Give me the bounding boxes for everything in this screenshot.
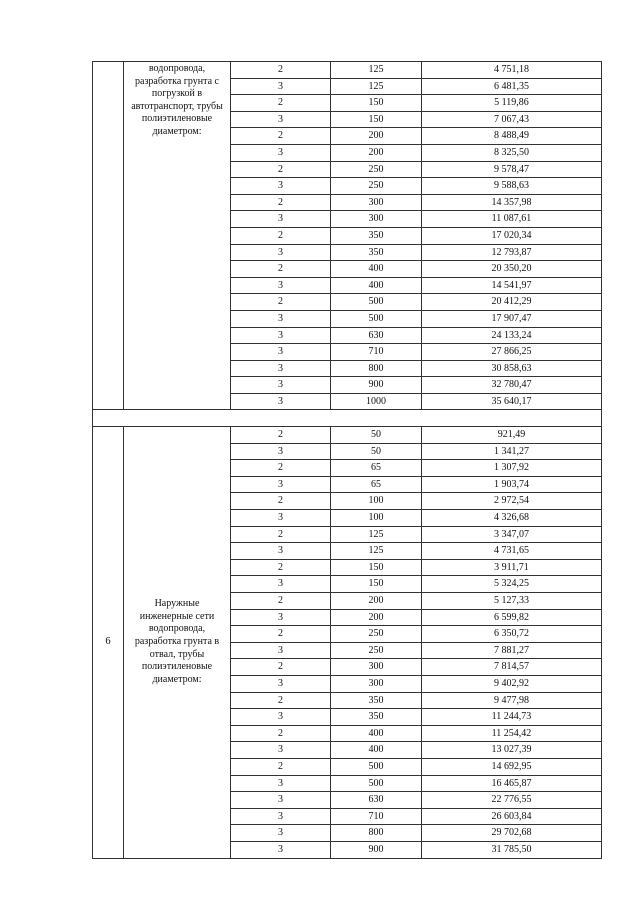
diameter-cell: 125 bbox=[331, 78, 422, 95]
diameter-cell: 900 bbox=[331, 377, 422, 394]
depth-cell: 3 bbox=[231, 841, 331, 858]
diameter-cell: 150 bbox=[331, 111, 422, 128]
diameter-cell: 250 bbox=[331, 642, 422, 659]
diameter-cell: 200 bbox=[331, 593, 422, 610]
price-table-body bbox=[93, 62, 602, 859]
depth-cell: 3 bbox=[231, 808, 331, 825]
depth-cell: 3 bbox=[231, 476, 331, 493]
diameter-cell: 65 bbox=[331, 476, 422, 493]
depth-cell: 3 bbox=[231, 792, 331, 809]
price-cell: 14 541,97 bbox=[422, 277, 602, 294]
diameter-cell: 100 bbox=[331, 493, 422, 510]
price-cell: 7 814,57 bbox=[422, 659, 602, 676]
depth-cell: 2 bbox=[231, 95, 331, 112]
diameter-cell: 400 bbox=[331, 742, 422, 759]
depth-cell: 2 bbox=[231, 427, 331, 444]
depth-cell: 3 bbox=[231, 78, 331, 95]
depth-cell: 2 bbox=[231, 758, 331, 775]
price-cell: 26 603,84 bbox=[422, 808, 602, 825]
diameter-cell: 400 bbox=[331, 261, 422, 278]
depth-cell: 3 bbox=[231, 360, 331, 377]
depth-cell: 3 bbox=[231, 742, 331, 759]
price-cell: 4 326,68 bbox=[422, 510, 602, 527]
price-cell: 29 702,68 bbox=[422, 825, 602, 842]
diameter-cell: 350 bbox=[331, 709, 422, 726]
diameter-cell: 300 bbox=[331, 659, 422, 676]
depth-cell: 3 bbox=[231, 277, 331, 294]
price-cell: 6 481,35 bbox=[422, 78, 602, 95]
diameter-cell: 400 bbox=[331, 277, 422, 294]
price-cell: 3 347,07 bbox=[422, 526, 602, 543]
depth-cell: 2 bbox=[231, 294, 331, 311]
price-cell: 7 067,43 bbox=[422, 111, 602, 128]
depth-cell: 2 bbox=[231, 493, 331, 510]
diameter-cell: 200 bbox=[331, 144, 422, 161]
depth-cell: 2 bbox=[231, 559, 331, 576]
diameter-cell: 710 bbox=[331, 808, 422, 825]
diameter-cell: 400 bbox=[331, 725, 422, 742]
price-cell: 32 780,47 bbox=[422, 377, 602, 394]
depth-cell: 2 bbox=[231, 62, 331, 79]
price-cell: 4 731,65 bbox=[422, 543, 602, 560]
price-cell: 30 858,63 bbox=[422, 360, 602, 377]
diameter-cell: 710 bbox=[331, 344, 422, 361]
depth-cell: 2 bbox=[231, 460, 331, 477]
item-number: 6 bbox=[93, 427, 124, 858]
depth-cell: 3 bbox=[231, 443, 331, 460]
price-cell: 20 350,20 bbox=[422, 261, 602, 278]
price-cell: 16 465,87 bbox=[422, 775, 602, 792]
diameter-cell: 350 bbox=[331, 227, 422, 244]
depth-cell: 3 bbox=[231, 111, 331, 128]
depth-cell: 3 bbox=[231, 825, 331, 842]
depth-cell: 3 bbox=[231, 675, 331, 692]
price-cell: 1 307,92 bbox=[422, 460, 602, 477]
price-cell: 13 027,39 bbox=[422, 742, 602, 759]
depth-cell: 2 bbox=[231, 593, 331, 610]
diameter-cell: 900 bbox=[331, 841, 422, 858]
depth-cell: 3 bbox=[231, 393, 331, 410]
diameter-cell: 250 bbox=[331, 161, 422, 178]
depth-cell: 2 bbox=[231, 692, 331, 709]
diameter-cell: 65 bbox=[331, 460, 422, 477]
price-cell: 35 640,17 bbox=[422, 393, 602, 410]
diameter-cell: 800 bbox=[331, 360, 422, 377]
price-cell: 4 751,18 bbox=[422, 62, 602, 79]
diameter-cell: 350 bbox=[331, 692, 422, 709]
depth-cell: 3 bbox=[231, 144, 331, 161]
diameter-cell: 630 bbox=[331, 792, 422, 809]
price-cell: 8 488,49 bbox=[422, 128, 602, 145]
diameter-cell: 125 bbox=[331, 543, 422, 560]
depth-cell: 2 bbox=[231, 659, 331, 676]
price-cell: 9 588,63 bbox=[422, 178, 602, 195]
diameter-cell: 300 bbox=[331, 211, 422, 228]
price-cell: 17 907,47 bbox=[422, 310, 602, 327]
diameter-cell: 150 bbox=[331, 576, 422, 593]
diameter-cell: 300 bbox=[331, 675, 422, 692]
price-cell: 8 325,50 bbox=[422, 144, 602, 161]
price-cell: 24 133,24 bbox=[422, 327, 602, 344]
diameter-cell: 250 bbox=[331, 178, 422, 195]
price-cell: 9 578,47 bbox=[422, 161, 602, 178]
diameter-cell: 500 bbox=[331, 294, 422, 311]
price-cell: 9 477,98 bbox=[422, 692, 602, 709]
price-cell: 2 972,54 bbox=[422, 493, 602, 510]
price-cell: 7 881,27 bbox=[422, 642, 602, 659]
price-cell: 921,49 bbox=[422, 427, 602, 444]
price-cell: 17 020,34 bbox=[422, 227, 602, 244]
price-cell: 5 127,33 bbox=[422, 593, 602, 610]
price-cell: 6 599,82 bbox=[422, 609, 602, 626]
price-cell: 12 793,87 bbox=[422, 244, 602, 261]
table-row bbox=[93, 427, 602, 444]
depth-cell: 3 bbox=[231, 609, 331, 626]
depth-cell: 3 bbox=[231, 377, 331, 394]
diameter-cell: 1000 bbox=[331, 393, 422, 410]
depth-cell: 2 bbox=[231, 194, 331, 211]
depth-cell: 3 bbox=[231, 211, 331, 228]
diameter-cell: 150 bbox=[331, 95, 422, 112]
price-cell: 3 911,71 bbox=[422, 559, 602, 576]
price-cell: 20 412,29 bbox=[422, 294, 602, 311]
diameter-cell: 100 bbox=[331, 510, 422, 527]
price-cell: 22 776,55 bbox=[422, 792, 602, 809]
diameter-cell: 125 bbox=[331, 526, 422, 543]
diameter-cell: 630 bbox=[331, 327, 422, 344]
price-cell: 31 785,50 bbox=[422, 841, 602, 858]
price-cell: 27 866,25 bbox=[422, 344, 602, 361]
item-number bbox=[93, 62, 124, 410]
price-cell: 5 119,86 bbox=[422, 95, 602, 112]
diameter-cell: 350 bbox=[331, 244, 422, 261]
price-cell: 1 341,27 bbox=[422, 443, 602, 460]
diameter-cell: 200 bbox=[331, 609, 422, 626]
diameter-cell: 500 bbox=[331, 310, 422, 327]
diameter-cell: 300 bbox=[331, 194, 422, 211]
price-cell: 11 244,73 bbox=[422, 709, 602, 726]
depth-cell: 3 bbox=[231, 543, 331, 560]
diameter-cell: 50 bbox=[331, 443, 422, 460]
depth-cell: 2 bbox=[231, 161, 331, 178]
section-gap bbox=[93, 410, 602, 427]
diameter-cell: 125 bbox=[331, 62, 422, 79]
diameter-cell: 500 bbox=[331, 758, 422, 775]
price-cell: 5 324,25 bbox=[422, 576, 602, 593]
depth-cell: 3 bbox=[231, 709, 331, 726]
depth-cell: 2 bbox=[231, 526, 331, 543]
price-cell: 14 357,98 bbox=[422, 194, 602, 211]
price-cell: 9 402,92 bbox=[422, 675, 602, 692]
depth-cell: 2 bbox=[231, 725, 331, 742]
section-gap-cell bbox=[93, 410, 602, 427]
price-cell: 11 087,61 bbox=[422, 211, 602, 228]
price-cell: 1 903,74 bbox=[422, 476, 602, 493]
item-description: Наружные инженерные сети водопровода, разработка грунта в отвал, трубы полиэтиленовые диаметром: bbox=[124, 427, 231, 858]
table-row bbox=[93, 62, 602, 79]
depth-cell: 2 bbox=[231, 626, 331, 643]
price-cell: 11 254,42 bbox=[422, 725, 602, 742]
price-table bbox=[92, 61, 602, 859]
price-cell: 6 350,72 bbox=[422, 626, 602, 643]
depth-cell: 3 bbox=[231, 344, 331, 361]
depth-cell: 3 bbox=[231, 775, 331, 792]
depth-cell: 3 bbox=[231, 642, 331, 659]
depth-cell: 3 bbox=[231, 576, 331, 593]
diameter-cell: 50 bbox=[331, 427, 422, 444]
price-cell: 14 692,95 bbox=[422, 758, 602, 775]
depth-cell: 3 bbox=[231, 327, 331, 344]
item-description: водопровода, разработка грунта с погрузкой в автотранспорт, трубы полиэтиленовые диаметром: bbox=[124, 62, 231, 410]
diameter-cell: 500 bbox=[331, 775, 422, 792]
depth-cell: 2 bbox=[231, 128, 331, 145]
diameter-cell: 250 bbox=[331, 626, 422, 643]
depth-cell: 2 bbox=[231, 227, 331, 244]
depth-cell: 2 bbox=[231, 261, 331, 278]
diameter-cell: 150 bbox=[331, 559, 422, 576]
depth-cell: 3 bbox=[231, 244, 331, 261]
depth-cell: 3 bbox=[231, 510, 331, 527]
depth-cell: 3 bbox=[231, 310, 331, 327]
diameter-cell: 200 bbox=[331, 128, 422, 145]
diameter-cell: 800 bbox=[331, 825, 422, 842]
depth-cell: 3 bbox=[231, 178, 331, 195]
